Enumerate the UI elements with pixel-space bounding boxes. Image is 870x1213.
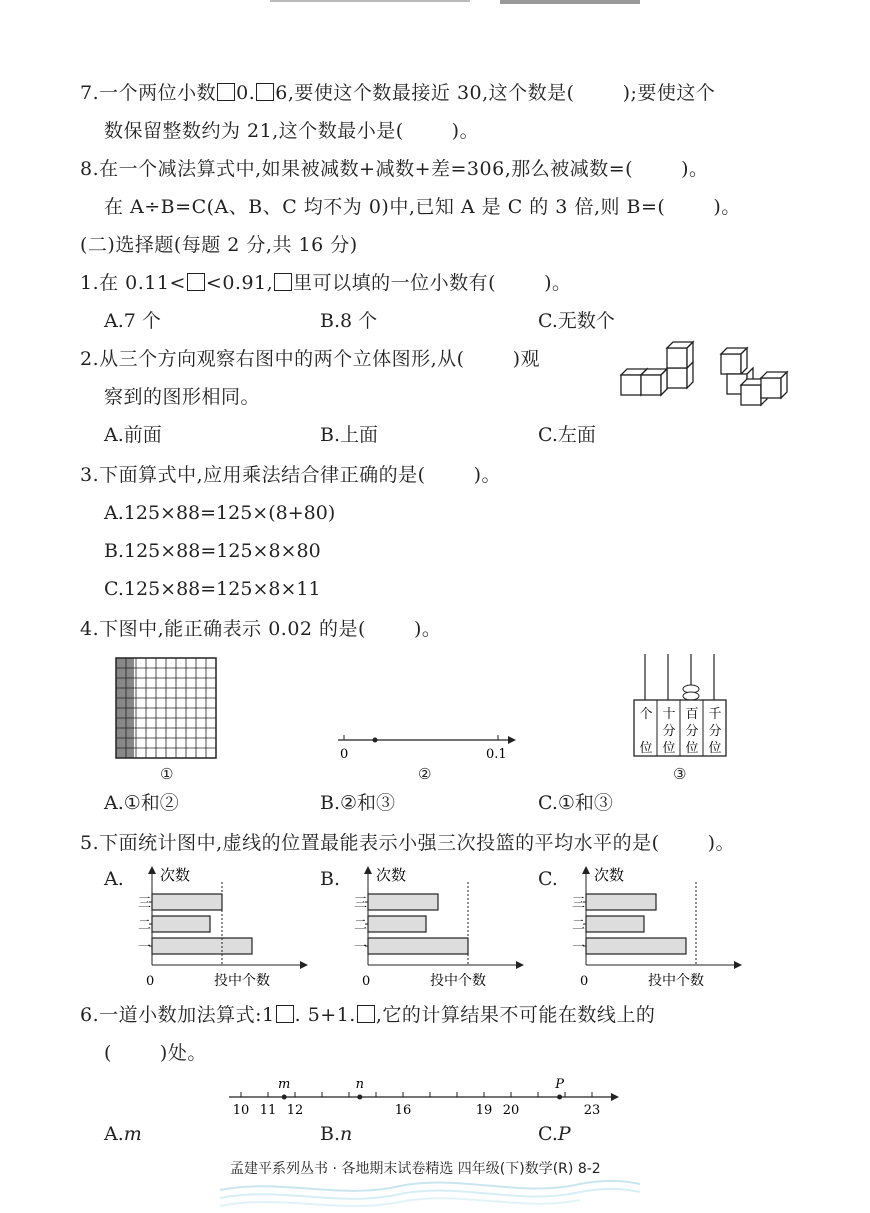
decimal-numberline-figure bbox=[330, 725, 520, 765]
svg-text:位: 位 bbox=[685, 741, 699, 756]
svg-text:分: 分 bbox=[708, 724, 722, 739]
abacus-figure bbox=[630, 652, 736, 760]
choice-1-stem: 1.在 0.11< <0.91, 里可以填的一位小数有( )。 bbox=[80, 272, 572, 294]
chart-origin: 0 bbox=[580, 974, 589, 989]
question-7-line-1: 7.一个两位小数 0. 6,要使这个数最接近 30,这个数是( );要使这个 bbox=[80, 82, 716, 104]
chart-x-title: 投中个数 bbox=[430, 973, 486, 989]
chart-row-label: 三 bbox=[572, 896, 586, 911]
blank-box bbox=[217, 83, 235, 101]
bar-chart-1 bbox=[348, 862, 538, 992]
chart-bar bbox=[368, 894, 438, 910]
chart-y-title: 次数 bbox=[376, 866, 407, 884]
figure-label-3: ③ bbox=[673, 765, 687, 783]
chart-row-label: 一 bbox=[138, 940, 152, 955]
chart-letter-2: C. bbox=[538, 868, 558, 890]
numberline-point bbox=[282, 1095, 287, 1100]
svg-text:分: 分 bbox=[662, 724, 676, 739]
choice-4-option-b: B.②和③ bbox=[320, 792, 396, 814]
blank-box bbox=[357, 1005, 375, 1023]
choice-1-option-a: A.7 个 bbox=[104, 310, 161, 332]
numberline-tick-label: 16 bbox=[394, 1103, 412, 1118]
chart-y-title: 次数 bbox=[594, 866, 625, 884]
bar-chart-2 bbox=[566, 862, 756, 992]
blank-box bbox=[187, 273, 205, 291]
numberline-tick-label: 23 bbox=[583, 1103, 601, 1118]
choice-1-option-c: C.无数个 bbox=[538, 310, 615, 332]
chart-y-title: 次数 bbox=[160, 866, 191, 884]
question-8-line-1: 8.在一个减法算式中,如果被减数+减数+差=306,那么被减数=( )。 bbox=[80, 158, 709, 180]
choice-3-option-a: A.125×88=125×(8+80) bbox=[104, 502, 336, 524]
numberline-point-label: m bbox=[278, 1077, 291, 1092]
svg-text:分: 分 bbox=[685, 724, 699, 739]
chart-row-label: 二 bbox=[572, 918, 586, 933]
numberline-point-label: n bbox=[355, 1077, 364, 1092]
blank-box bbox=[256, 83, 274, 101]
choice-5-stem: 5.下面统计图中,虚线的位置最能表示小强三次投篮的平均水平的是( )。 bbox=[80, 832, 736, 854]
numberline-tick-label: 12 bbox=[286, 1103, 304, 1118]
numberline-point-label: P bbox=[555, 1077, 564, 1092]
choice-6-option-a: A.m bbox=[104, 1123, 142, 1145]
chart-x-title: 投中个数 bbox=[648, 973, 704, 989]
numberline-point bbox=[357, 1095, 362, 1100]
numberline-point bbox=[557, 1095, 562, 1100]
integer-numberline-figure bbox=[225, 1072, 625, 1118]
chart-bar bbox=[368, 938, 468, 954]
chart-row-label: 二 bbox=[354, 918, 368, 933]
svg-text:十: 十 bbox=[662, 707, 676, 722]
chart-x-title: 投中个数 bbox=[214, 973, 270, 989]
numberline-label-0-1: 0.1 bbox=[486, 747, 507, 762]
chart-row-label: 二 bbox=[138, 918, 152, 933]
choice-6-option-b: B.n bbox=[320, 1123, 353, 1145]
choice-6-option-c: C.P bbox=[538, 1123, 571, 1145]
cubes-figure bbox=[615, 340, 815, 420]
choice-3-option-b: B.125×88=125×8×80 bbox=[104, 540, 321, 562]
choice-4-option-a: A.①和② bbox=[104, 792, 179, 814]
chart-bar bbox=[586, 916, 644, 932]
chart-bar bbox=[586, 938, 686, 954]
section-2-title: (二)选择题(每题 2 分,共 16 分) bbox=[80, 234, 358, 256]
numberline-tick-label: 11 bbox=[259, 1103, 277, 1118]
blank-box bbox=[274, 273, 292, 291]
chart-bar bbox=[152, 894, 222, 910]
choice-2-stem-line-1: 2.从三个方向观察右图中的两个立体图形,从( )观 bbox=[80, 348, 541, 370]
chart-letter-0: A. bbox=[104, 868, 124, 890]
svg-text:千: 千 bbox=[708, 707, 722, 722]
choice-2-option-a: A.前面 bbox=[104, 424, 162, 446]
chart-row-label: 三 bbox=[354, 896, 368, 911]
hundred-grid-figure bbox=[115, 657, 221, 761]
chart-bar bbox=[586, 894, 656, 910]
choice-4-stem: 4.下图中,能正确表示 0.02 的是( )。 bbox=[80, 618, 442, 640]
chart-bar bbox=[152, 938, 252, 954]
svg-text:位: 位 bbox=[708, 741, 722, 756]
chart-bar bbox=[152, 916, 210, 932]
svg-text:百: 百 bbox=[685, 707, 699, 722]
choice-3-option-c: C.125×88=125×8×11 bbox=[104, 578, 321, 600]
choice-1-option-b: B.8 个 bbox=[320, 310, 378, 332]
choice-6-stem-line-1: 6.一道小数加法算式:1 . 5+1. ,它的计算结果不可能在数线上的 bbox=[80, 1004, 656, 1026]
choice-2-stem-line-2: 察到的图形相同。 bbox=[104, 386, 261, 408]
cube-group-left bbox=[621, 342, 693, 395]
numberline-tick-label: 19 bbox=[475, 1103, 493, 1118]
numberline-label-0: 0 bbox=[340, 747, 349, 762]
bar-chart-0 bbox=[132, 862, 322, 992]
chart-bar bbox=[368, 916, 426, 932]
question-7-line-2: 数保留整数约为 21,这个数最小是( )。 bbox=[104, 120, 480, 142]
numberline-tick-label: 20 bbox=[502, 1103, 520, 1118]
chart-origin: 0 bbox=[146, 974, 155, 989]
svg-text:位: 位 bbox=[662, 741, 676, 756]
choice-3-stem: 3.下面算式中,应用乘法结合律正确的是( )。 bbox=[80, 464, 502, 486]
blank-box bbox=[276, 1005, 294, 1023]
choice-2-option-c: C.左面 bbox=[538, 424, 596, 446]
chart-row-label: 一 bbox=[354, 940, 368, 955]
top-edge-artifact bbox=[0, 0, 870, 10]
cube-group-right bbox=[721, 348, 787, 405]
chart-row-label: 三 bbox=[138, 896, 152, 911]
chart-origin: 0 bbox=[362, 974, 371, 989]
svg-text:位: 位 bbox=[639, 741, 653, 756]
numberline-tick-label: 10 bbox=[232, 1103, 250, 1118]
chart-letter-1: B. bbox=[320, 868, 341, 890]
choice-6-stem-line-2: ( )处。 bbox=[104, 1042, 207, 1064]
figure-label-2: ② bbox=[418, 765, 432, 783]
choice-2-option-b: B.上面 bbox=[320, 424, 379, 446]
page-footer: 孟建平系列丛书 · 各地期末试卷精选 四年级(下)数学(R) 8-2 bbox=[230, 1161, 601, 1177]
svg-text:个: 个 bbox=[639, 707, 653, 722]
question-8-line-2: 在 A÷B=C(A、B、C 均不为 0)中,已知 A 是 C 的 3 倍,则 B=( )。 bbox=[104, 196, 741, 218]
figure-label-1: ① bbox=[160, 765, 174, 783]
choice-4-option-c: C.①和③ bbox=[538, 792, 613, 814]
chart-row-label: 一 bbox=[572, 940, 586, 955]
